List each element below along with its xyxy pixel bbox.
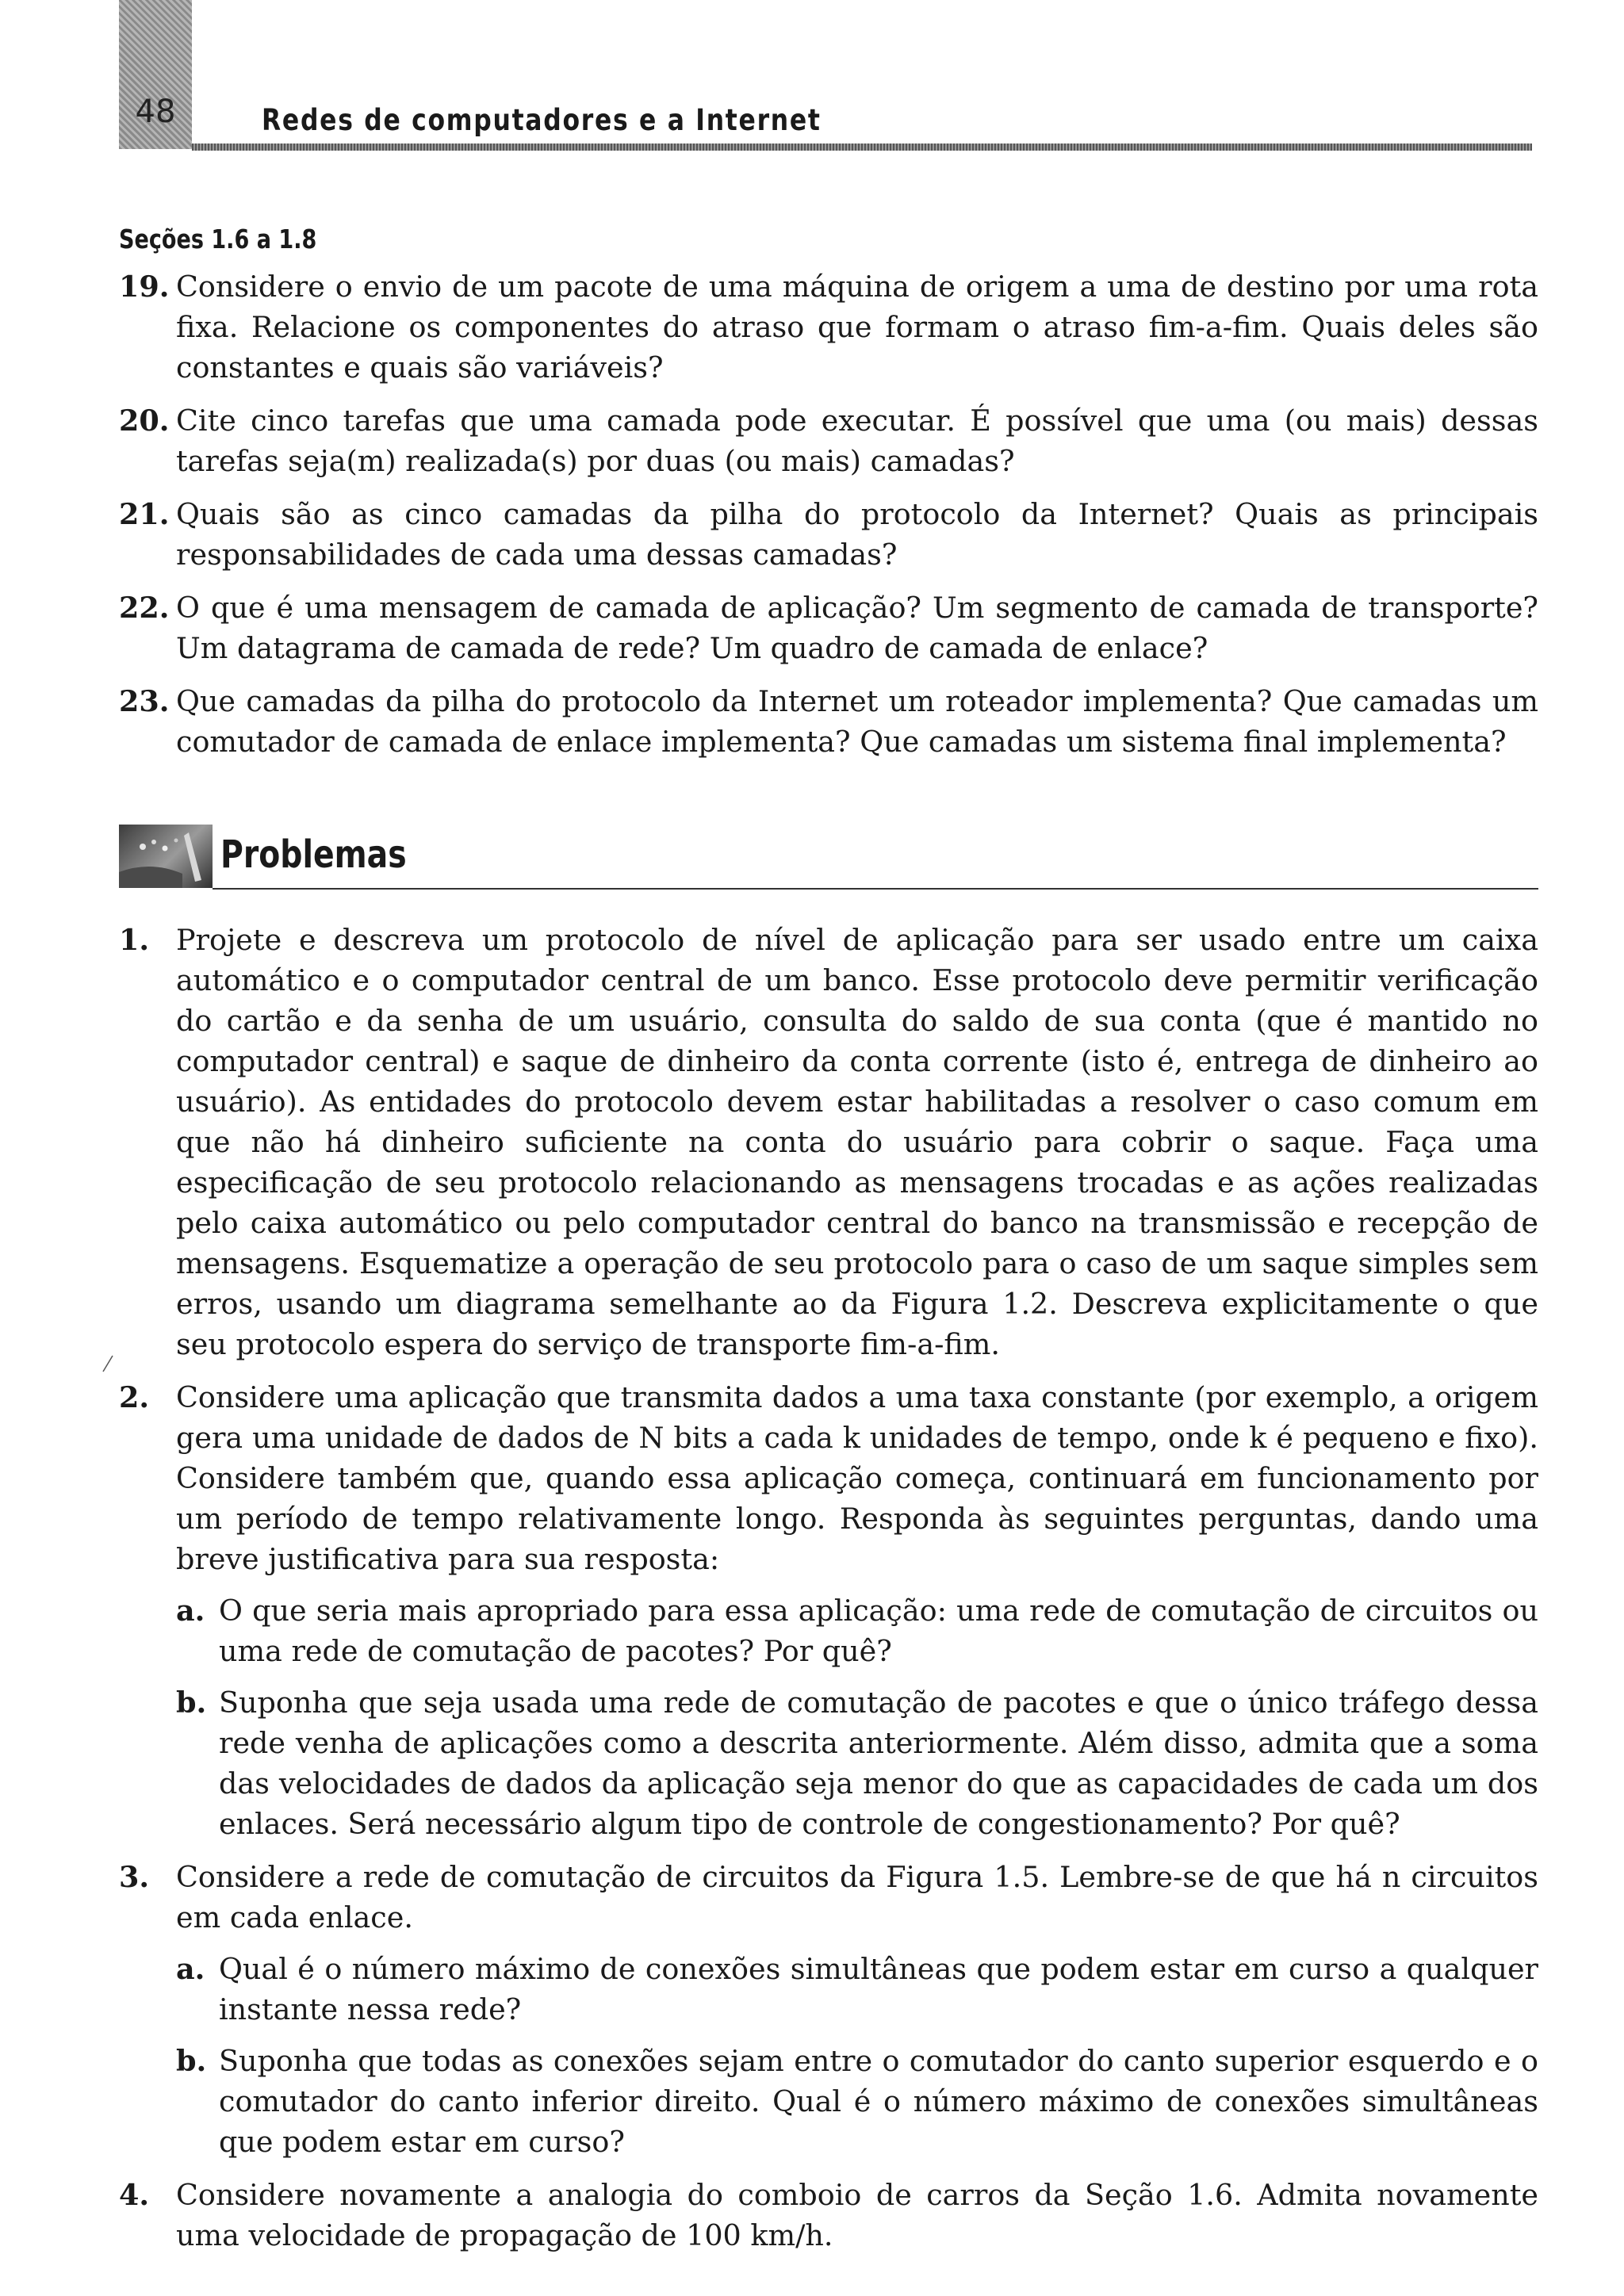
- subitem-letter: b.: [176, 1686, 207, 1720]
- question-text: Que camadas da pilha do protocolo da Internet um roteador implementa? Que camadas um comutador de camada de enlace implementa? Que camadas um sistema final implementa?: [176, 684, 1538, 759]
- question-number: 20.: [119, 404, 170, 438]
- problems-heading: [119, 825, 1538, 890]
- subitem-text: Qual é o número máximo de conexões simultâneas que podem estar em curso a qualquer instante nessa rede?: [219, 1952, 1538, 2026]
- margin-pencil-mark: [100, 1354, 116, 1373]
- problem-number: 1.: [119, 923, 150, 957]
- subitem-text: O que seria mais apropriado para essa aplicação: uma rede de comutação de circuitos ou uma rede de comutação de pacotes? Por quê?: [219, 1594, 1538, 1668]
- problems-icon: [119, 825, 213, 888]
- problems-title: Problemas: [220, 832, 407, 877]
- question-number: 22.: [119, 591, 170, 625]
- question-item: [119, 681, 1538, 762]
- question-text: Considere o envio de um pacote de uma máquina de origem a uma de destino por uma rota fixa. Relacione os componentes do atraso que formam o atraso fim-a-fim. Quais deles são constantes e quais são variáveis?: [176, 270, 1538, 385]
- header-rule: [192, 144, 1532, 151]
- problem-number: 2.: [119, 1380, 150, 1414]
- running-title: Redes de computadores e a Internet: [262, 103, 822, 137]
- problem-number: 4.: [119, 2178, 150, 2212]
- problem-subitem: [176, 1590, 1538, 1671]
- subitem-letter: a.: [176, 1952, 205, 1986]
- problem-item: [119, 1377, 1538, 1844]
- question-text: Quais são as cinco camadas da pilha do protocolo da Internet? Quais as principais responsabilidades de cada uma dessas camadas?: [176, 497, 1538, 572]
- problem-item: [119, 920, 1538, 1364]
- problem-item: [119, 1857, 1538, 2162]
- problem-subitem: [176, 2041, 1538, 2162]
- subitem-text: Suponha que todas as conexões sejam entre o comutador do canto superior esquerdo e o comutador do canto inferior direito. Qual é o número máximo de conexões simultâneas que podem estar em curso?: [219, 2044, 1538, 2159]
- problem-subitem: [176, 1682, 1538, 1844]
- question-text: Cite cinco tarefas que uma camada pode executar. É possível que uma (ou mais) dessas tarefas seja(m) realizada(s) por duas (ou mais) camadas?: [176, 404, 1538, 478]
- subitem-text: Suponha que seja usada uma rede de comutação de pacotes e que o único tráfego dessa rede venha de aplicações como a descrita anteriormente. Além disso, admita que a soma das velocidades de dados da aplicação seja menor do que as capacidades de cada um dos enlaces. Será necessário algum tipo de controle de congestionamento? Por quê?: [219, 1686, 1538, 1841]
- question-item: [119, 266, 1538, 388]
- problem-text: Considere novamente a analogia do comboio de carros da Seção 1.6. Admita novamente uma velocidade de propagação de 100 km/h.: [176, 2178, 1538, 2252]
- problems-list: [119, 920, 1538, 2268]
- question-number: 21.: [119, 497, 170, 531]
- problems-rule: [213, 888, 1538, 890]
- problem-text: Considere a rede de comutação de circuitos da Figura 1.5. Lembre-se de que há n circuitos em cada enlace.: [176, 1860, 1538, 1934]
- problem-text: Considere uma aplicação que transmita dados a uma taxa constante (por exemplo, a origem gera uma unidade de dados de N bits a cada k unidades de tempo, onde k é pequeno e fixo). Considere também que, quando essa aplicação começa, continuará em funcionamento por um período de tempo relativamente longo. Responda às seguintes perguntas, dando uma breve justificativa para sua resposta:: [176, 1380, 1538, 1576]
- question-item: [119, 494, 1538, 575]
- review-questions: [119, 266, 1538, 775]
- subitem-letter: a.: [176, 1594, 205, 1628]
- problem-subitem: [176, 1949, 1538, 2030]
- problem-item: [119, 2175, 1538, 2256]
- question-number: 19.: [119, 270, 170, 304]
- question-item: [119, 400, 1538, 481]
- question-number: 23.: [119, 684, 170, 718]
- problem-text: Projete e descreva um protocolo de nível de aplicação para ser usado entre um caixa automático e o computador central de um banco. Esse protocolo deve permitir verificação do cartão e da senha de um usuário, consulta do saldo de sua conta (que é mantido no computador central) e saque de dinheiro da conta corrente (isto é, entrega de dinheiro ao usuário). As entidades do protocolo devem estar habilitadas a resolver o caso comum em que não há dinheiro suficiente na conta do usuário para cobrir o saque. Faça uma especificação de seu protocolo relacionando as mensagens trocadas e as ações realizadas pelo caixa automático ou pelo computador central do banco na transmissão e recepção de mensagens. Esquematize a operação de seu protocolo para o caso de um saque simples sem erros, usando um diagrama semelhante ao da Figura 1.2. Descreva explicitamente o que seu protocolo espera do serviço de transporte fim-a-fim.: [176, 923, 1538, 1361]
- question-item: [119, 587, 1538, 668]
- section-label: Seções 1.6 a 1.8: [119, 224, 317, 254]
- problem-number: 3.: [119, 1860, 150, 1894]
- subitem-letter: b.: [176, 2044, 207, 2078]
- page-number: 48: [135, 94, 176, 130]
- question-text: O que é uma mensagem de camada de aplicação? Um segmento de camada de transporte? Um datagrama de camada de rede? Um quadro de camada de enlace?: [176, 591, 1538, 665]
